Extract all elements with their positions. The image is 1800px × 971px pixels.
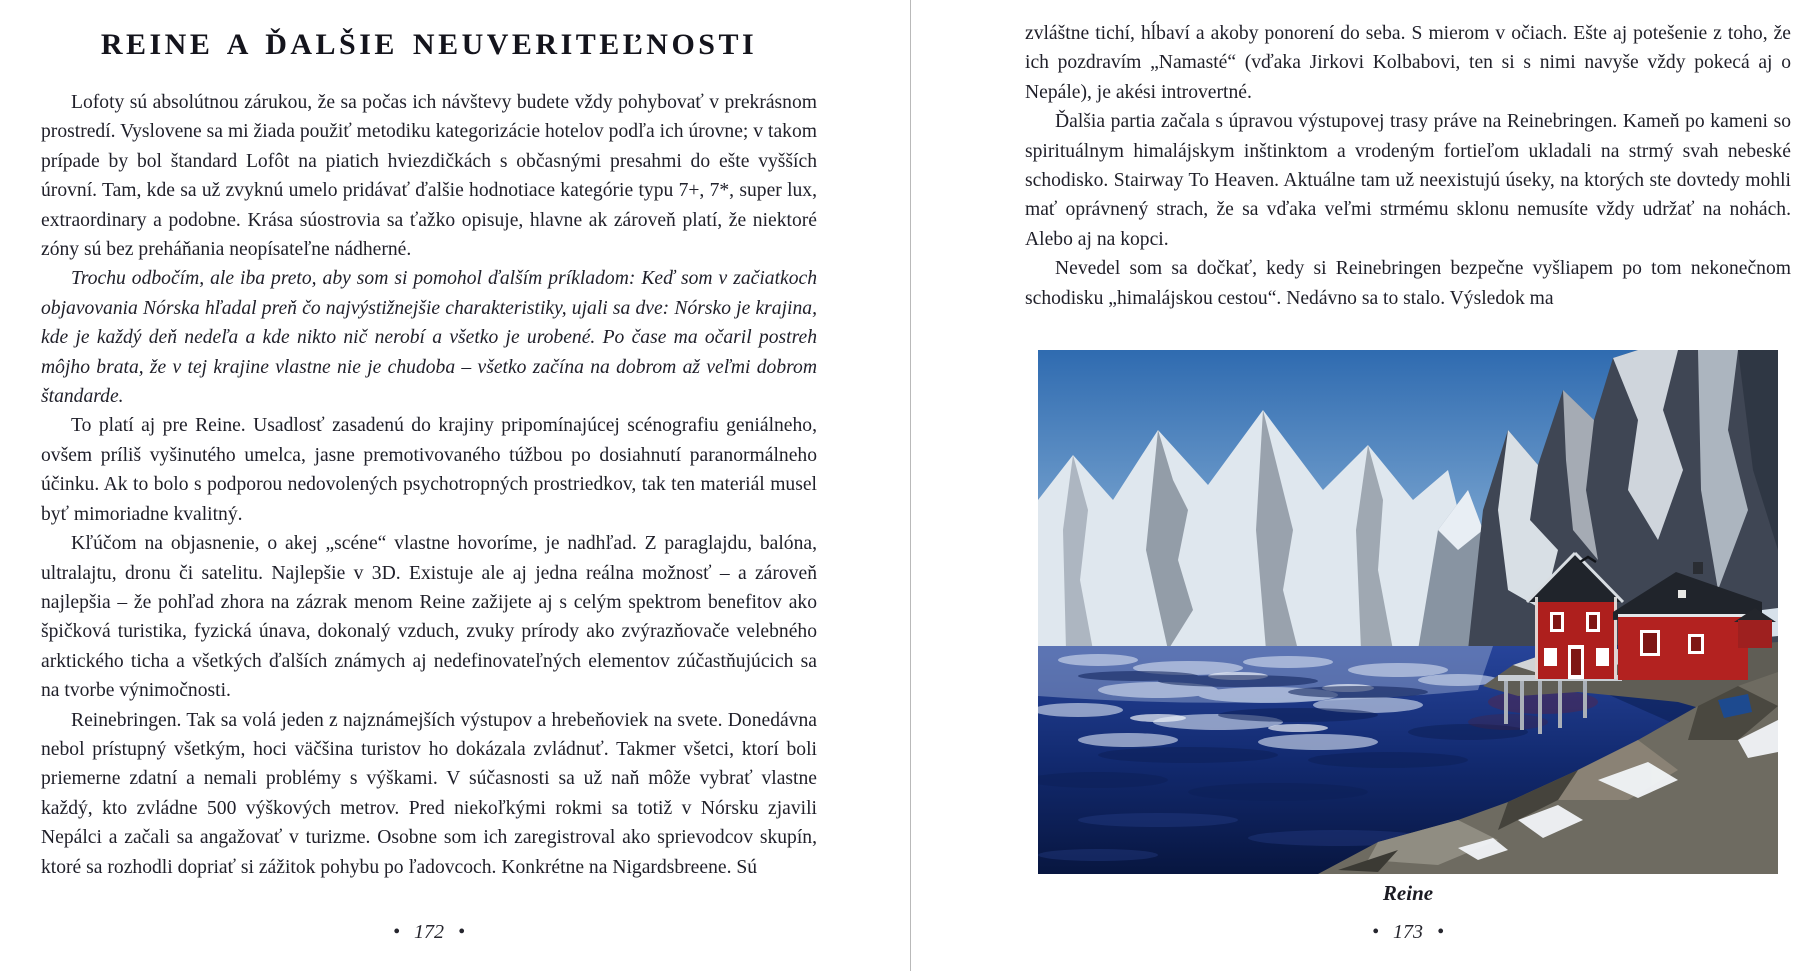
paragraph: Nevedel som sa dočkať, kedy si Reinebringen bezpečne vyšliapem po tom nekonečnom schodisku „himalájskou cestou“. Nedávno sa to stalo. Výsledok ma bbox=[1025, 258, 1791, 309]
paragraph: Kľúčom na objasnenie, o akej „scéne“ vlastne hovoríme, je nadhľad. Z paraglajdu, balóna, ultralajtu, dronu či satelitu. Najlepšie v 3D. Existuje ale aj jedna reálna možnosť – a zároveň najlepšia – že pohľad zhora na zázrak menom Reine zažijete aj s celým spektrom benefitov ako špičková turistika, fyzická únava, dokonalý vzduch, zvuky prírody ako zvýrazňovače velebného arktického ticha a všetkých ďalších známych aj nedefinovateľných elementov zúčastňujúcich sa na tvorbe výnimočnosti. bbox=[41, 533, 817, 702]
page-divider bbox=[910, 0, 911, 971]
paragraph: Reinebringen. Tak sa volá jeden z najznámejších výstupov a hrebeňoviek na svete. Donedávna nebol prístupný všetkým, hoci väčšina turistov ho dokázala zvládnuť. Takmer všetci, ktorí boli priemerne zdatní a nemali problémy s výškami. V súčasnosti sa už naň môže vybrať vlastne každý, kto zvládne 500 výškových metrov. Pred niekoľkými rokmi sa totiž v Nórsku zjavili Nepálci a začali sa angažovať v turizme. Osobne som ich zaregistroval ako sprievodcov skupín, ktoré sa rozhodli dopriať si zážitok pohybu po ľadovcoch. Konkrétne na Nigardsbreene. Sú bbox=[41, 709, 817, 878]
paragraph-continuation: zvláštne tichí, hĺbaví a akoby ponorení do seba. S mierom v očiach. Ešte aj potešenie z toho, že ich pozdravím „Namasté“ (vďaka Jirkovi Kolbabovi, ten si s nimi navyše vždy pokecá aj o Nepále), je akési introvertné. bbox=[1025, 23, 1791, 103]
reine-photo bbox=[1038, 350, 1778, 874]
right-page bbox=[1025, 0, 1791, 971]
right-page-body bbox=[1025, 19, 1791, 313]
left-page bbox=[41, 0, 817, 971]
paragraph: Ďalšia partia začala s úpravou výstupovej trasy práve na Reinebringen. Kameň po kameni so spirituálnym himalájskym inštinktom a vrodeným fortieľom ukladali na strmý svah nebeské schodisko. Stairway To Heaven. Aktuálne tam už neexistujú úseky, na ktorých ste dovtedy mohli mať oprávnený strach, že sa vďaka veľmi strmému sklonu nemusíte vždy udržať na nohách. Alebo aj na kopci. bbox=[1025, 111, 1791, 250]
photo-caption: Reine bbox=[1382, 881, 1434, 906]
page-number-left: • 172 • bbox=[392, 921, 465, 943]
photo-block bbox=[1038, 350, 1778, 906]
left-page-body bbox=[41, 88, 817, 882]
paragraph: To platí aj pre Reine. Usadlosť zasadenú do krajiny pripomínajúcej scénografiu geniálneho, ovšem príliš vyšinutého umelca, jasne premotivovaného túžbou po dosiahnutí paranormálneho účinku. Ak to bolo s podporou nedovolených psychotropných prostriedkov, tak ten materiál musel byť mimoriadne kvalitný. bbox=[41, 415, 817, 525]
paragraph-italic-aside: Trochu odbočím, ale iba preto, aby som si pomohol ďalším príkladom: Keď som v začiatkoch objavovania Nórska hľadal preň čo najvýstižnejšie charakteristiky, ujali sa dve: Nórsko je krajina, kde je každý deň nedeľa a kde nikto nič nerobí a všetko je urobené. Po čase ma očaril postreh môjho brata, že v tej krajine vlastne nie je chudoba – všetko začína na dobrom až veľmi dobrom štandarde. bbox=[41, 268, 817, 408]
chapter-title: REINE A ĎALŠIE NEUVERITEĽNOSTI bbox=[100, 28, 758, 61]
paragraph: Lofoty sú absolútnou zárukou, že sa počas ich návštevy budete vždy pohybovať v prekrásnom prostredí. Vyslovene sa mi žiada použiť metodiku kategorizácie hotelov podľa ich úrovne; v takom prípade by bol štandard Lofôt na piatich hviezdičkách s občasnými presahmi do ešte vyšších úrovní. Tam, kde sa už zvyknú umelo pridávať ďalšie hodnotiace kategórie typu 7+, 7*, super lux, extraordinary a podobne. Krása súostrovia sa ťažko opisuje, hlavne ak zároveň platí, že niektoré zóny sú bez preháňania neopísateľne nádherné. bbox=[41, 92, 817, 261]
page-number-right: • 173 • bbox=[1371, 921, 1444, 943]
